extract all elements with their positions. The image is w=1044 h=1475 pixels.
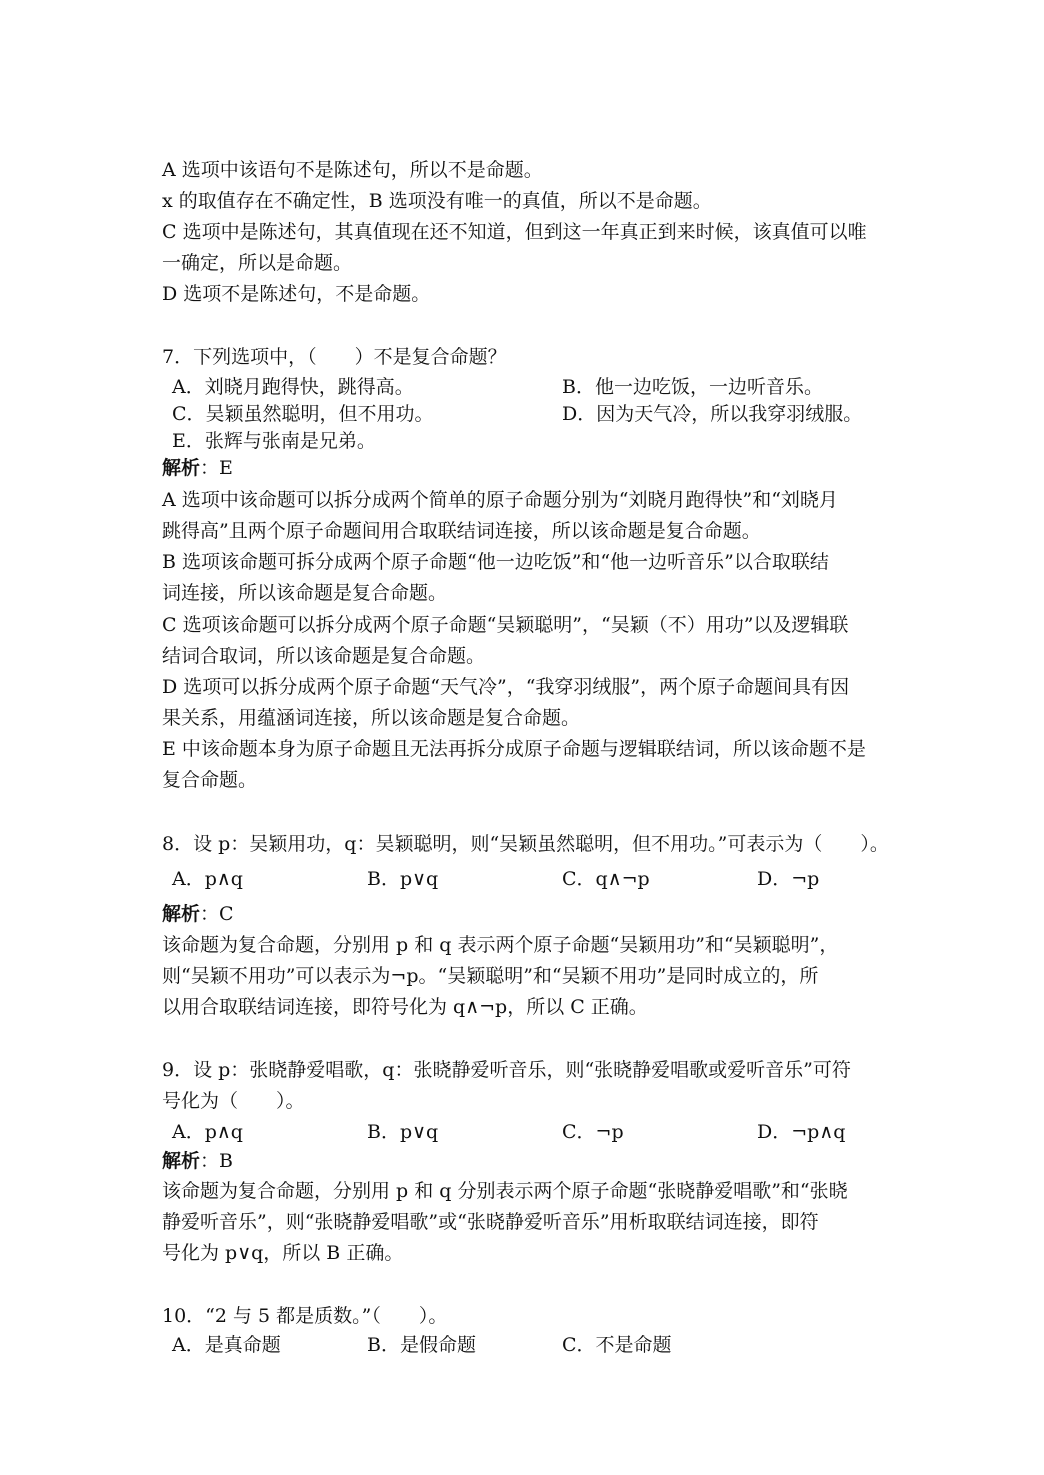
question-7-text: 7．下列选项中，（ ）不是复合命题？ bbox=[162, 346, 507, 368]
analysis-line: 号化为 p∨q，所以 B 正确。 bbox=[162, 1242, 404, 1264]
analysis-line: A 选项中该语句不是陈述句，所以不是命题。 bbox=[162, 159, 543, 181]
analysis-line: E 中该命题本身为原子命题且无法再拆分成原子命题与逻辑联结词，所以该命题不是 bbox=[162, 738, 866, 760]
q9-option-c: C．¬p bbox=[562, 1121, 624, 1143]
q8-option-b: B．p∨q bbox=[367, 868, 439, 890]
q7-option-e: E．张辉与张南是兄弟。 bbox=[172, 430, 376, 452]
answer-label: 解析 bbox=[162, 903, 201, 925]
analysis-line: C 选项中是陈述句，其真值现在还不知道，但到这一年真正到来时候，该真值可以唯 bbox=[162, 221, 867, 243]
analysis-line: 结词合取词，所以该命题是复合命题。 bbox=[162, 645, 486, 667]
analysis-line: A 选项中该命题可以拆分成两个简单的原子命题分别为“刘晓月跑得快”和“刘晓月 bbox=[162, 489, 838, 511]
answer-value: ：C bbox=[200, 903, 234, 925]
q10-option-a: A．是真命题 bbox=[172, 1334, 281, 1356]
analysis-line: 复合命题。 bbox=[162, 769, 258, 791]
q7-answer bbox=[162, 456, 233, 480]
question-10-text: 10．“2 与 5 都是质数。”（ ）。 bbox=[162, 1305, 448, 1327]
q7-option-d: D．因为天气冷，所以我穿羽绒服。 bbox=[562, 403, 863, 425]
analysis-line: D 选项可以拆分成两个原子命题“天气冷”，“我穿羽绒服”，两个原子命题间具有因 bbox=[162, 676, 850, 698]
question-9-text: 号化为（ ）。 bbox=[162, 1090, 305, 1112]
q8-option-c: C．q∧¬p bbox=[562, 868, 650, 890]
analysis-line: 词连接，所以该命题是复合命题。 bbox=[162, 582, 448, 604]
q7-option-c: C．吴颖虽然聪明，但不用功。 bbox=[172, 403, 434, 425]
analysis-line: 果关系，用蕴涵词连接，所以该命题是复合命题。 bbox=[162, 707, 581, 729]
answer-label: 解析 bbox=[162, 1150, 201, 1172]
analysis-line: D 选项不是陈述句，不是命题。 bbox=[162, 283, 431, 305]
q9-option-d: D．¬p∧q bbox=[757, 1121, 846, 1143]
answer-value: ：B bbox=[200, 1150, 233, 1172]
q9-option-a: A．p∧q bbox=[172, 1121, 243, 1143]
analysis-line: 该命题为复合命题，分别用 p 和 q 分别表示两个原子命题“张晓静爱唱歌”和“张晓 bbox=[162, 1180, 848, 1202]
analysis-line: 则“吴颖不用功”可以表示为¬p。“吴颖聪明”和“吴颖不用功”是同时成立的，所 bbox=[162, 965, 819, 987]
answer-value: ：E bbox=[200, 457, 233, 479]
analysis-line: B 选项该命题可拆分成两个原子命题“他一边吃饭”和“他一边听音乐”以合取联结 bbox=[162, 551, 829, 573]
analysis-line: 以用合取联结词连接，即符号化为 q∧¬p，所以 C 正确。 bbox=[162, 996, 648, 1018]
question-8-text: 8．设 p：吴颖用功，q：吴颖聪明，则“吴颖虽然聪明，但不用功。”可表示为（ ）。 bbox=[162, 833, 889, 855]
q10-option-c: C．不是命题 bbox=[562, 1334, 672, 1356]
q7-option-b: B．他一边吃饭，一边听音乐。 bbox=[562, 376, 823, 398]
analysis-line: 一确定，所以是命题。 bbox=[162, 252, 353, 274]
analysis-line: C 选项该命题可以拆分成两个原子命题“吴颖聪明”，“吴颖（不）用功”以及逻辑联 bbox=[162, 614, 849, 636]
analysis-line: 静爱听音乐”，则“张晓静爱唱歌”或“张晓静爱听音乐”用析取联结词连接，即符 bbox=[162, 1211, 819, 1233]
question-9-text: 9．设 p：张晓静爱唱歌，q：张晓静爱听音乐，则“张晓静爱唱歌或爱听音乐”可符 bbox=[162, 1059, 851, 1081]
q8-option-a: A．p∧q bbox=[172, 868, 243, 890]
q8-option-d: D．¬p bbox=[757, 868, 820, 890]
answer-label: 解析 bbox=[162, 457, 201, 479]
analysis-line: x 的取值存在不确定性，B 选项没有唯一的真值，所以不是命题。 bbox=[162, 190, 712, 212]
q7-option-a: A．刘晓月跑得快，跳得高。 bbox=[172, 376, 414, 398]
analysis-line: 跳得高”且两个原子命题间用合取联结词连接，所以该命题是复合命题。 bbox=[162, 520, 761, 542]
analysis-line: 该命题为复合命题，分别用 p 和 q 表示两个原子命题“吴颖用功”和“吴颖聪明”， bbox=[162, 934, 839, 956]
q9-answer bbox=[162, 1149, 233, 1173]
q9-option-b: B．p∨q bbox=[367, 1121, 439, 1143]
q8-answer bbox=[162, 902, 234, 926]
q10-option-b: B．是假命题 bbox=[367, 1334, 476, 1356]
